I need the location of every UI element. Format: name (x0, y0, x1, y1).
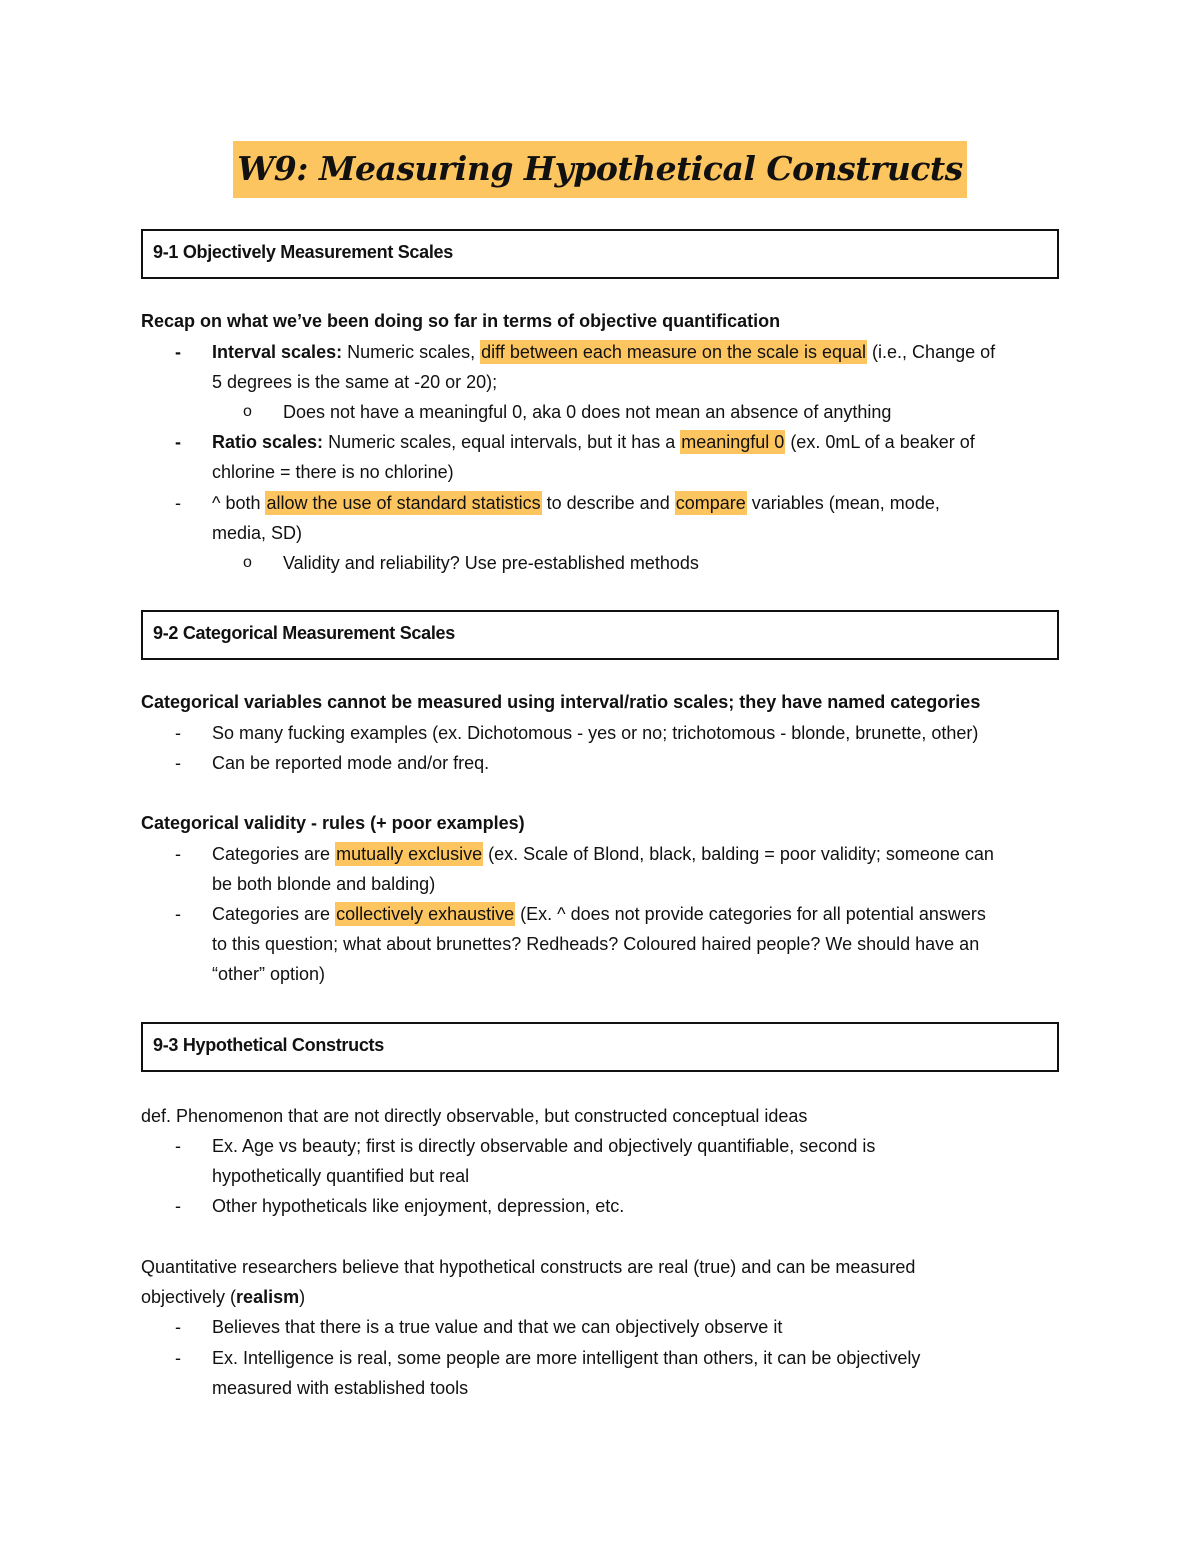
text: Numeric scales, (342, 342, 481, 362)
interval-scales-item (212, 341, 995, 363)
list-item-cont: “other” option) (212, 964, 326, 984)
interval-sub-item: Does not have a meaningful 0, aka 0 does not mean an absence of anything (283, 402, 892, 422)
text: Categories are (212, 844, 336, 864)
dash-bullet: - (175, 1196, 181, 1216)
highlight: diff between each measure on the scale is equal (481, 342, 867, 362)
dash-bullet: - (175, 1317, 181, 1337)
dash-bullet: - (175, 432, 181, 452)
list-item: Ex. Intelligence is real, some people are more intelligent than others, it can be objectively (212, 1348, 921, 1368)
dash-bullet: - (175, 844, 181, 864)
dash-bullet: - (175, 723, 181, 743)
list-item-cont: hypothetically quantified but real (212, 1166, 470, 1186)
section-title: 9-1 Objectively Measurement Scales (153, 242, 453, 262)
list-item: Can be reported mode and/or freq. (212, 753, 490, 773)
dash-bullet: - (175, 342, 181, 362)
both-item (212, 492, 940, 514)
ratio-scales-cont: chlorine = there is no chlorine) (212, 462, 454, 482)
dash-bullet: - (175, 753, 181, 773)
text: ) (299, 1287, 306, 1307)
interval-scales-cont: 5 degrees is the same at -20 or 20); (212, 372, 498, 392)
dash-bullet: - (175, 904, 181, 924)
text: objectively ( (141, 1287, 237, 1307)
highlight: allow the use of standard statistics (266, 493, 541, 513)
section-header-9-3 (141, 1022, 1059, 1072)
dash-bullet: - (175, 1136, 181, 1156)
definition: def. Phenomenon that are not directly observable, but constructed conceptual ideas (141, 1106, 808, 1126)
list-item-cont: to this question; what about brunettes? Redheads? Coloured haired people? We should have an (212, 934, 980, 954)
highlight: collectively exhaustive (336, 904, 515, 924)
list-item: Believes that there is a true value and that we can objectively observe it (212, 1317, 783, 1337)
title-wrap (0, 141, 1200, 198)
section-title: 9-2 Categorical Measurement Scales (153, 623, 455, 643)
section-title: 9-3 Hypothetical Constructs (153, 1035, 384, 1055)
collectively-exhaustive-item (212, 903, 986, 925)
recap-heading: Recap on what we’ve been doing so far in terms of objective quantification (141, 311, 781, 331)
list-item: Other hypotheticals like enjoyment, depression, etc. (212, 1196, 625, 1216)
text: Numeric scales, equal intervals, but it has a (323, 432, 681, 452)
validity-sub-item: Validity and reliability? Use pre-established methods (283, 553, 699, 573)
highlight: mutually exclusive (336, 844, 483, 864)
section-header-9-1 (141, 229, 1059, 279)
text: (i.e., Change of (867, 342, 996, 362)
validity-heading: Categorical validity - rules (+ poor examples) (141, 813, 525, 833)
circle-bullet: o (243, 554, 252, 571)
ratio-scales-item (212, 431, 975, 453)
circle-bullet: o (243, 403, 252, 420)
paragraph-cont (141, 1286, 305, 1308)
mutually-exclusive-item (212, 843, 994, 865)
dash-bullet: - (175, 1348, 181, 1368)
paragraph: Quantitative researchers believe that hypothetical constructs are real (true) and can be measured (141, 1257, 916, 1277)
term-label: Interval scales: (212, 342, 343, 362)
both-item-cont: media, SD) (212, 523, 303, 543)
dash-bullet: - (175, 493, 181, 513)
list-item-cont: measured with established tools (212, 1378, 469, 1398)
realism-term: realism (236, 1287, 300, 1307)
page-title: W9: Measuring Hypothetical Constructs (233, 141, 966, 198)
text: (ex. Scale of Blond, black, balding = poor validity; someone can (483, 844, 994, 864)
categorical-heading: Categorical variables cannot be measured using interval/ratio scales; they have named categories (141, 692, 981, 712)
list-item-cont: be both blonde and balding) (212, 874, 436, 894)
text: (ex. 0mL of a beaker of (785, 432, 975, 452)
text: Categories are (212, 904, 336, 924)
text: (Ex. ^ does not provide categories for all potential answers (515, 904, 986, 924)
list-item: So many fucking examples (ex. Dichotomous - yes or no; trichotomous - blonde, brunette, other) (212, 723, 979, 743)
text: ^ both (212, 493, 266, 513)
section-header-9-2 (141, 610, 1059, 660)
list-item: Ex. Age vs beauty; first is directly observable and objectively quantifiable, second is (212, 1136, 876, 1156)
term-label: Ratio scales: (212, 432, 324, 452)
highlight: compare (675, 493, 746, 513)
text: to describe and (541, 493, 675, 513)
text: variables (mean, mode, (746, 493, 940, 513)
highlight: meaningful 0 (681, 432, 785, 452)
